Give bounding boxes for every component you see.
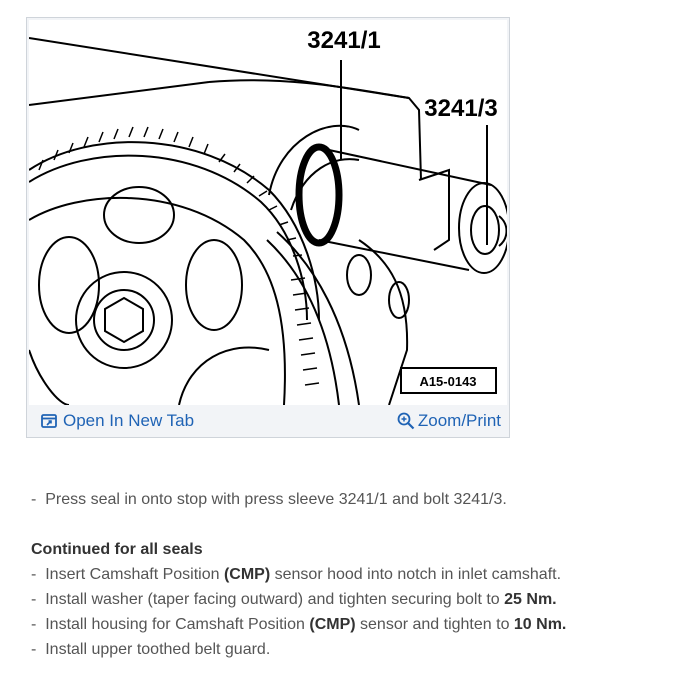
technical-diagram[interactable] xyxy=(29,20,507,405)
list-item-text: Install housing for Camshaft Position xyxy=(45,616,310,633)
list-item-bold: (CMP) xyxy=(309,616,356,633)
step-press-seal-text: Press seal in onto stop with press sleeve 3241/1 and bolt 3241/3. xyxy=(45,491,507,508)
list-item-bold: 10 Nm. xyxy=(513,616,567,633)
list-item-text: Install washer (taper facing outward) and tighten securing bolt to xyxy=(45,591,505,608)
list-item: - Install upper toothed belt guard. xyxy=(31,641,271,658)
zoom-magnifier-icon xyxy=(397,412,415,430)
open-new-tab-label: Open In New Tab xyxy=(63,411,195,430)
tool-label-a: 3241/1 xyxy=(307,27,381,54)
list-item-bold: 25 Nm. xyxy=(504,591,557,608)
open-new-tab-link[interactable] xyxy=(41,411,194,431)
figure-code-label: A15-0143 xyxy=(419,374,477,389)
open-new-tab-icon xyxy=(41,414,57,428)
list-item: - Install washer (taper facing outward) and tighten securing bolt to 25 Nm. xyxy=(31,591,557,608)
section-heading: Continued for all seals xyxy=(31,541,203,558)
step-press-seal: - Press seal in onto stop with press sleeve 3241/1 and bolt 3241/3. xyxy=(31,491,507,508)
figure-container xyxy=(26,17,510,438)
figure-action-bar xyxy=(27,406,509,437)
tool-label-b: 3241/3 xyxy=(424,95,498,122)
zoom-print-link[interactable] xyxy=(397,411,501,431)
list-item: - Insert Camshaft Position (CMP) sensor hood into notch in inlet camshaft. xyxy=(31,566,562,583)
list-item: - Install housing for Camshaft Position (CMP) sensor and tighten to 10 Nm. xyxy=(31,616,567,633)
list-item-text: sensor hood into notch in inlet camshaft. xyxy=(270,566,562,583)
list-item-text: sensor and tighten to xyxy=(355,616,514,633)
list-item-text: Insert Camshaft Position xyxy=(45,566,224,583)
list-item-bold: (CMP) xyxy=(223,566,271,583)
zoom-print-label: Zoom/Print xyxy=(417,411,501,430)
list-item-text: Install upper toothed belt guard. xyxy=(45,641,271,658)
